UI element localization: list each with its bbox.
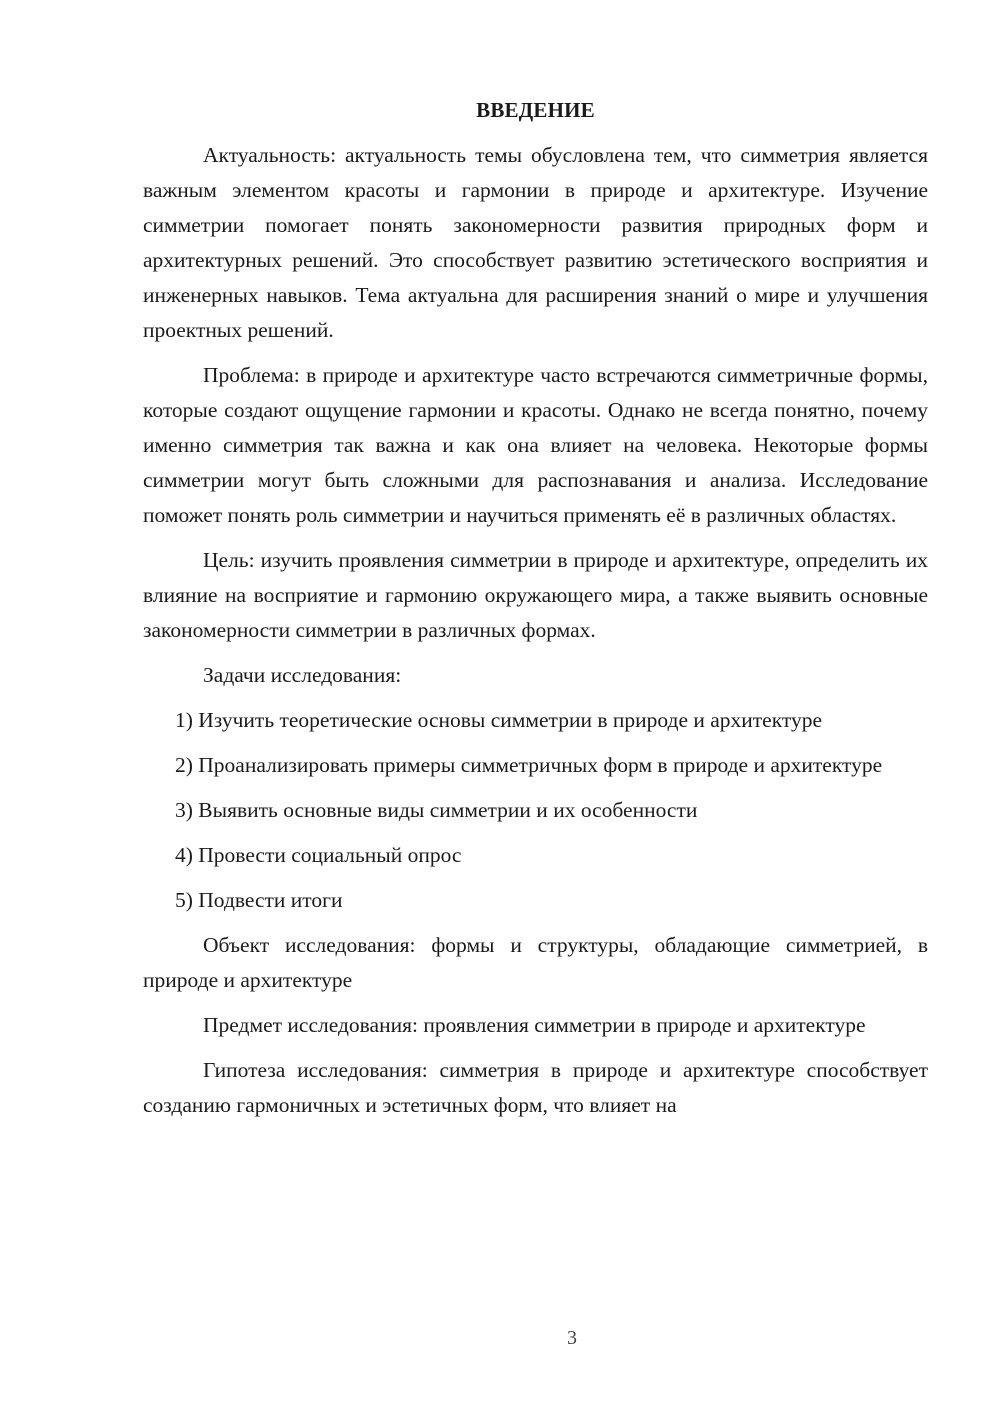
section-title: ВВЕДЕНИЕ (476, 98, 595, 122)
paragraph-tasks-heading: Задачи исследования: (203, 663, 402, 687)
paragraph-hypothesis: Гипотеза исследования: симметрия в природе и архитектуре способствует созданию гармоничных и эстетичных форм, что влияет на (143, 1058, 928, 1117)
task-item-2: 2) Проанализировать примеры симметричных форм в природе и архитектуре (175, 753, 883, 777)
task-item-3: 3) Выявить основные виды симметрии и их особенности (175, 798, 698, 822)
task-item-5: 5) Подвести итоги (175, 888, 343, 912)
paragraph-subject: Предмет исследования: проявления симметрии в природе и архитектуре (203, 1013, 866, 1037)
paragraph-relevance: Актуальность: актуальность темы обусловлена тем, что симметрия является важным элементом красоты и гармонии в природе и архитектуре. Изучение симметрии помогает понять закономерности развития природных форм и архитектурных решений. Это способствует развитию эстетического восприятия и инженерных навыков. Тема актуальна для расширения знаний о мире и улучшения проектных решений. (143, 143, 928, 342)
page-number: 3 (567, 1327, 577, 1349)
task-item-4: 4) Провести социальный опрос (175, 843, 462, 867)
paragraph-goal: Цель: изучить проявления симметрии в природе и архитектуре, определить их влияние на восприятие и гармонию окружающего мира, а также выявить основные закономерности симметрии в различных формах. (143, 548, 928, 642)
task-item-1: 1) Изучить теоретические основы симметрии в природе и архитектуре (175, 708, 823, 732)
paragraph-object: Объект исследования: формы и структуры, обладающие симметрией, в природе и архитектуре (143, 933, 928, 992)
paragraph-problem: Проблема: в природе и архитектуре часто встречаются симметричные формы, которые создают ощущение гармонии и красоты. Однако не всегда понятно, почему именно симметрия так важна и как она влияет на человека. Некоторые формы симметрии могут быть сложными для распознавания и анализа. Исследование поможет понять роль симметрии и научиться применять её в различных областях. (143, 363, 928, 527)
page-content (143, 93, 928, 1133)
